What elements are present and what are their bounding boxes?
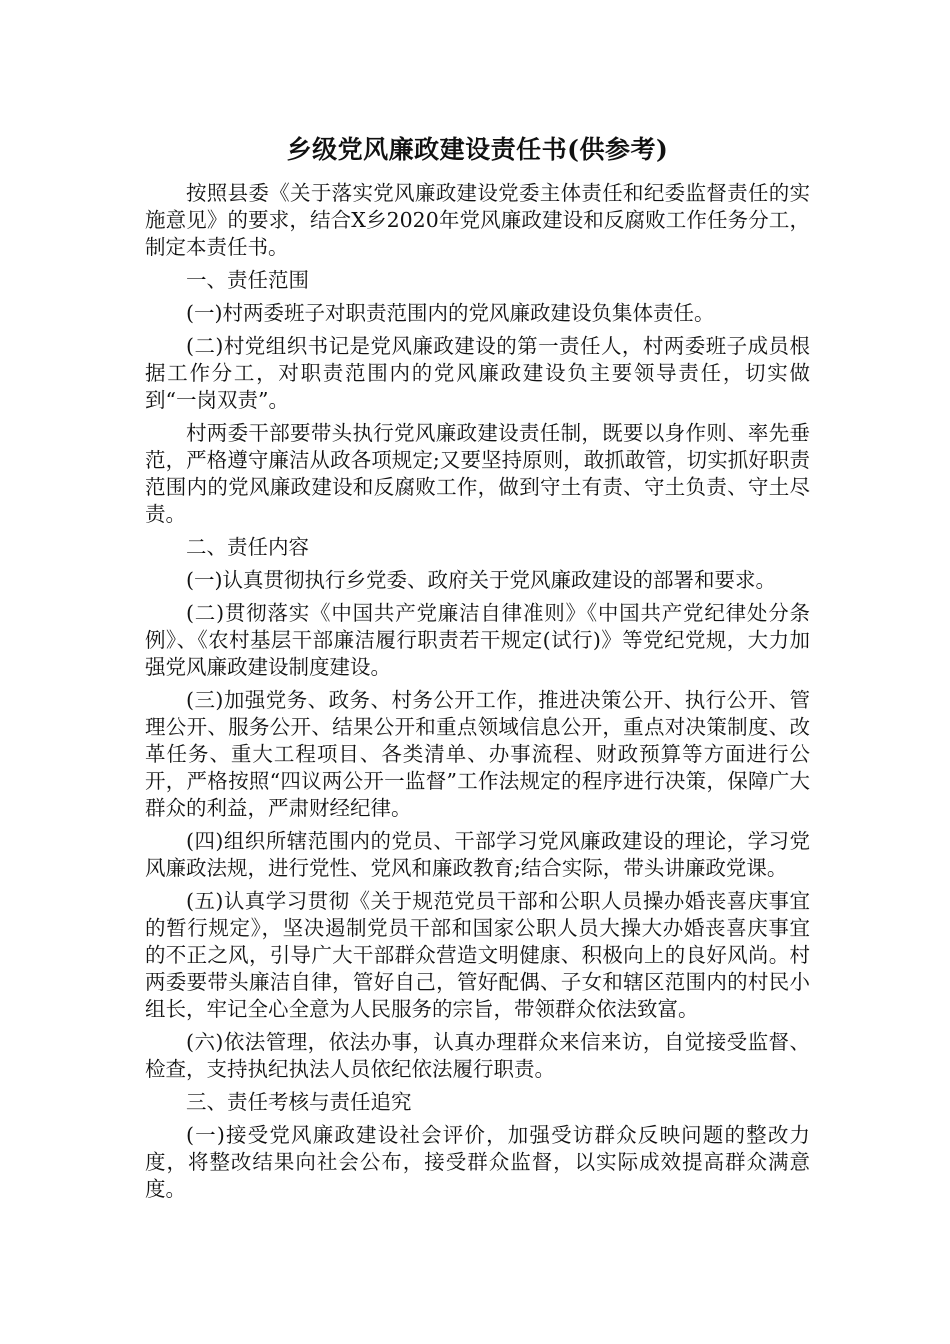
paragraph-content-3: (三)加强党务、政务、村务公开工作，推进决策公开、执行公开、管理公开、服务公开、结果公开和重点领域信息公开，重点对决策制度、改革任务、重大工程项目、各类清单、办事流程、财政预算等方面进行公开，严格按照“四议两公开一监督”工作法规定的程序进行决策，保障广大群众的利益，严肃财经纪律。 bbox=[145, 688, 810, 820]
section-heading-content: 二、责任内容 bbox=[186, 535, 309, 559]
paragraph-content-1: (一)认真贯彻执行乡党委、政府关于党风廉政建设的部署和要求。 bbox=[186, 568, 776, 592]
section-heading-scope: 一、责任范围 bbox=[186, 268, 309, 292]
section-heading-assessment: 三、责任考核与责任追究 bbox=[186, 1090, 412, 1114]
paragraph-content-6: (六)依法管理，依法办事，认真办理群众来信来访，自觉接受监督、检查，支持执纪执法人员依纪依法履行职责。 bbox=[145, 1030, 810, 1081]
paragraph-assessment-1: (一)接受党风廉政建设社会评价，加强受访群众反映问题的整改力度，将整改结果向社会公布，接受群众监督，以实际成效提高群众满意度。 bbox=[145, 1123, 810, 1201]
paragraph-scope-1: (一)村两委班子对职责范围内的党风廉政建设负集体责任。 bbox=[186, 301, 715, 325]
paragraph-intro: 按照县委《关于落实党风廉政建设党委主体责任和纪委监督责任的实施意见》的要求，结合X乡2020年党风廉政建设和反腐败工作任务分工，制定本责任书。 bbox=[145, 181, 810, 259]
paragraph-content-4: (四)组织所辖范围内的党员、干部学习党风廉政建设的理论，学习党风廉政法规，进行党性、党风和廉政教育;结合实际，带头讲廉政党课。 bbox=[145, 829, 810, 880]
paragraph-scope-2: (二)村党组织书记是党风廉政建设的第一责任人，村两委班子成员根据工作分工，对职责范围内的党风廉政建设负主要领导责任，切实做到“一岗双责”。 bbox=[145, 334, 810, 412]
paragraph-content-5: (五)认真学习贯彻《关于规范党员干部和公职人员操办婚丧喜庆事宜的暂行规定》，坚决遏制党员干部和国家公职人员大操大办婚丧喜庆事宜的不正之风，引导广大干部群众营造文明健康、积极向上的良好风尚。村两委要带头廉洁自律，管好自己，管好配偶、子女和辖区范围内的村民小组长，牢记全心全意为人民服务的宗旨，带领群众依法致富。 bbox=[145, 889, 810, 1021]
document-title: 乡级党风廉政建设责任书(供参考) bbox=[286, 135, 669, 164]
paragraph-scope-3: 村两委干部要带头执行党风廉政建设责任制，既要以身作则、率先垂范，严格遵守廉洁从政各项规定;又要坚持原则，敢抓敢管，切实抓好职责范围内的党风廉政建设和反腐败工作，做到守土有责、守土负责、守土尽责。 bbox=[145, 421, 810, 526]
document-body bbox=[145, 130, 810, 1209]
paragraph-content-2: (二)贯彻落实《中国共产党廉洁自律准则》《中国共产党纪律处分条例》、《农村基层干部廉洁履行职责若干规定(试行)》等党纪党规，大力加强党风廉政建设制度建设。 bbox=[145, 601, 810, 679]
